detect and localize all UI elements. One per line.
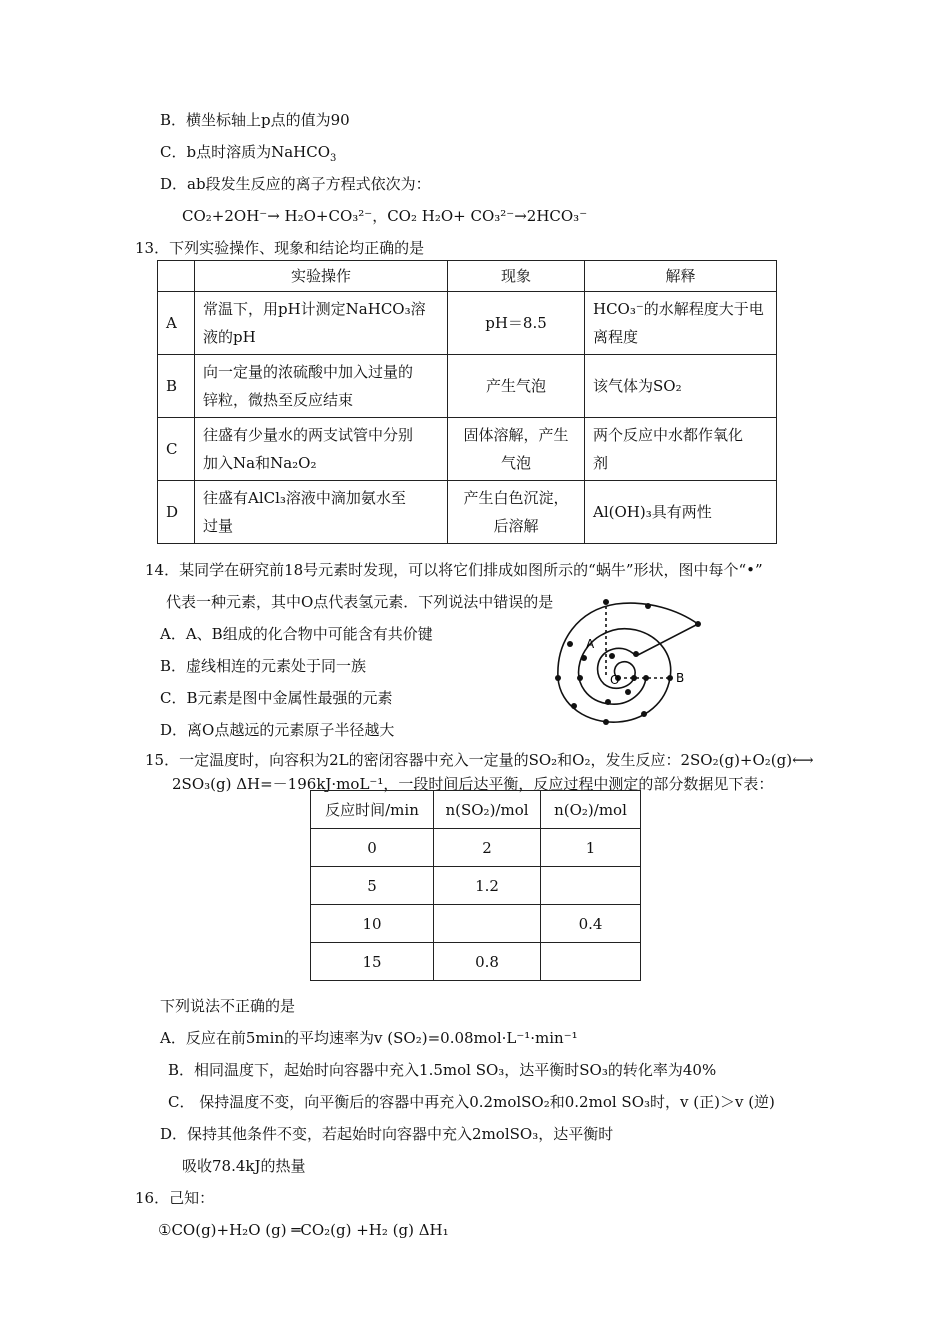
snail-label-a: A <box>586 637 595 651</box>
phenomenon-cell: 产生气泡 <box>448 355 585 418</box>
q15-option-d: D．保持其他条件不变，若起始时向容器中充入2molSO₃，达平衡时 <box>160 1125 614 1143</box>
table-cell: 1 <box>541 829 641 867</box>
operation-cell: 向一定量的浓硫酸中加入过量的 锌粒，微热至反应结束 <box>195 355 448 418</box>
explanation-cell: HCO₃⁻的水解程度大于电 离程度 <box>585 292 777 355</box>
snail-label-o: O <box>610 673 620 687</box>
table-cell: 5 <box>311 867 434 905</box>
q15-option-a: A．反应在前5min的平均速率为v (SO₂)=0.08mol·L⁻¹·min⁻¹ <box>160 1029 578 1047</box>
snail-label-b: B <box>676 671 685 685</box>
q16-title: 16．己知： <box>135 1189 215 1207</box>
q13-header-explanation: 解释 <box>585 261 777 292</box>
operation-cell: 往盛有AlCl₃溶液中滴加氨水至 过量 <box>195 481 448 544</box>
table-cell <box>541 943 641 981</box>
operation-cell: 往盛有少量水的两支试管中分别 加入Na和Na₂O₂ <box>195 418 448 481</box>
q14-option-d: D．离O点越远的元素原子半径越大 <box>160 721 395 739</box>
table-row <box>158 481 777 544</box>
table-cell: 2 <box>434 829 541 867</box>
row-label: B <box>158 355 195 418</box>
table-cell: 10 <box>311 905 434 943</box>
q14-option-b: B．虚线相连的元素处于同一族 <box>160 657 367 675</box>
q15-option-b: B．相同温度下，起始时向容器中充入1.5mol SO₃，达平衡时SO₃的转化率为40% <box>168 1061 717 1079</box>
table-cell <box>434 905 541 943</box>
operation-cell: 常温下，用pH计测定NaHCO₃溶 液的pH <box>195 292 448 355</box>
q12-equation: CO₂+2OH⁻→ H₂O+CO₃²⁻，CO₂ H₂O+ CO₃²⁻→2HCO₃⁻ <box>182 207 588 225</box>
q13-header-phenomenon: 现象 <box>448 261 585 292</box>
q15-option-d-cont: 吸收78.4kJ的热量 <box>182 1157 306 1175</box>
row-label: C <box>158 418 195 481</box>
phenomenon-cell: pH＝8.5 <box>448 292 585 355</box>
q14-option-c: C．B元素是图中金属性最强的元素 <box>160 689 393 707</box>
row-label: A <box>158 292 195 355</box>
table-row <box>158 292 777 355</box>
table-row <box>311 905 641 943</box>
snail-diagram <box>548 596 703 728</box>
q15-title: 15．一定温度时，向容积为2L的密闭容器中充入一定量的SO₂和O₂，发生反应：2SO₂(g)+O₂(g)⟷ <box>145 751 814 769</box>
q13-header-blank <box>158 261 195 292</box>
q14-title-cont: 代表一种元素，其中O点代表氢元素．下列说法中错误的是 <box>166 593 554 611</box>
q14-option-a: A．A、B组成的化合物中可能含有共价键 <box>160 625 433 643</box>
table-cell <box>541 867 641 905</box>
q16-equation-1: ①CO(g)+H₂O (g) ═CO₂(g) +H₂ (g) ΔH₁ <box>158 1221 449 1239</box>
q12-option-d: D．ab段发生反应的离子方程式依次为： <box>160 175 431 193</box>
q15-header-o2: n(O₂)/mol <box>541 791 641 829</box>
explanation-cell: Al(OH)₃具有两性 <box>585 481 777 544</box>
q13-table <box>157 260 777 544</box>
table-cell: 15 <box>311 943 434 981</box>
q15-header-so2: n(SO₂)/mol <box>434 791 541 829</box>
q15-header-time: 反应时间/min <box>311 791 434 829</box>
q12-option-c: C．b点时溶质为NaHCO$_3$ <box>160 143 337 164</box>
row-label: D <box>158 481 195 544</box>
phenomenon-cell: 产生白色沉淀， 后溶解 <box>448 481 585 544</box>
q15-prompt: 下列说法不正确的是 <box>160 997 296 1015</box>
q15-table <box>310 790 641 981</box>
table-row <box>311 867 641 905</box>
table-row <box>311 829 641 867</box>
q15-option-c: C． 保持温度不变，向平衡后的容器中再充入0.2molSO₂和0.2mol SO₃时，v (正)＞v (逆) <box>168 1093 775 1111</box>
q12-option-b: B．横坐标轴上p点的值为90 <box>160 111 350 129</box>
q14-title: 14．某同学在研究前18号元素时发现，可以将它们排成如图所示的“蜗牛”形状，图中每个“•” <box>145 561 763 579</box>
explanation-cell: 两个反应中水都作氧化 剂 <box>585 418 777 481</box>
table-row <box>158 355 777 418</box>
table-row <box>311 943 641 981</box>
table-row <box>158 418 777 481</box>
table-cell: 1.2 <box>434 867 541 905</box>
explanation-cell: 该气体为SO₂ <box>585 355 777 418</box>
table-cell: 0.4 <box>541 905 641 943</box>
q13-title: 13．下列实验操作、现象和结论均正确的是 <box>135 239 425 257</box>
q15-title-cont: 2SO₃(g) ΔH=－196kJ·moL⁻¹，一段时间后达平衡，反应过程中测定的部分数据见下表： <box>172 775 774 793</box>
q13-header-operation: 实验操作 <box>195 261 448 292</box>
table-cell: 0 <box>311 829 434 867</box>
table-cell: 0.8 <box>434 943 541 981</box>
phenomenon-cell: 固体溶解，产生 气泡 <box>448 418 585 481</box>
